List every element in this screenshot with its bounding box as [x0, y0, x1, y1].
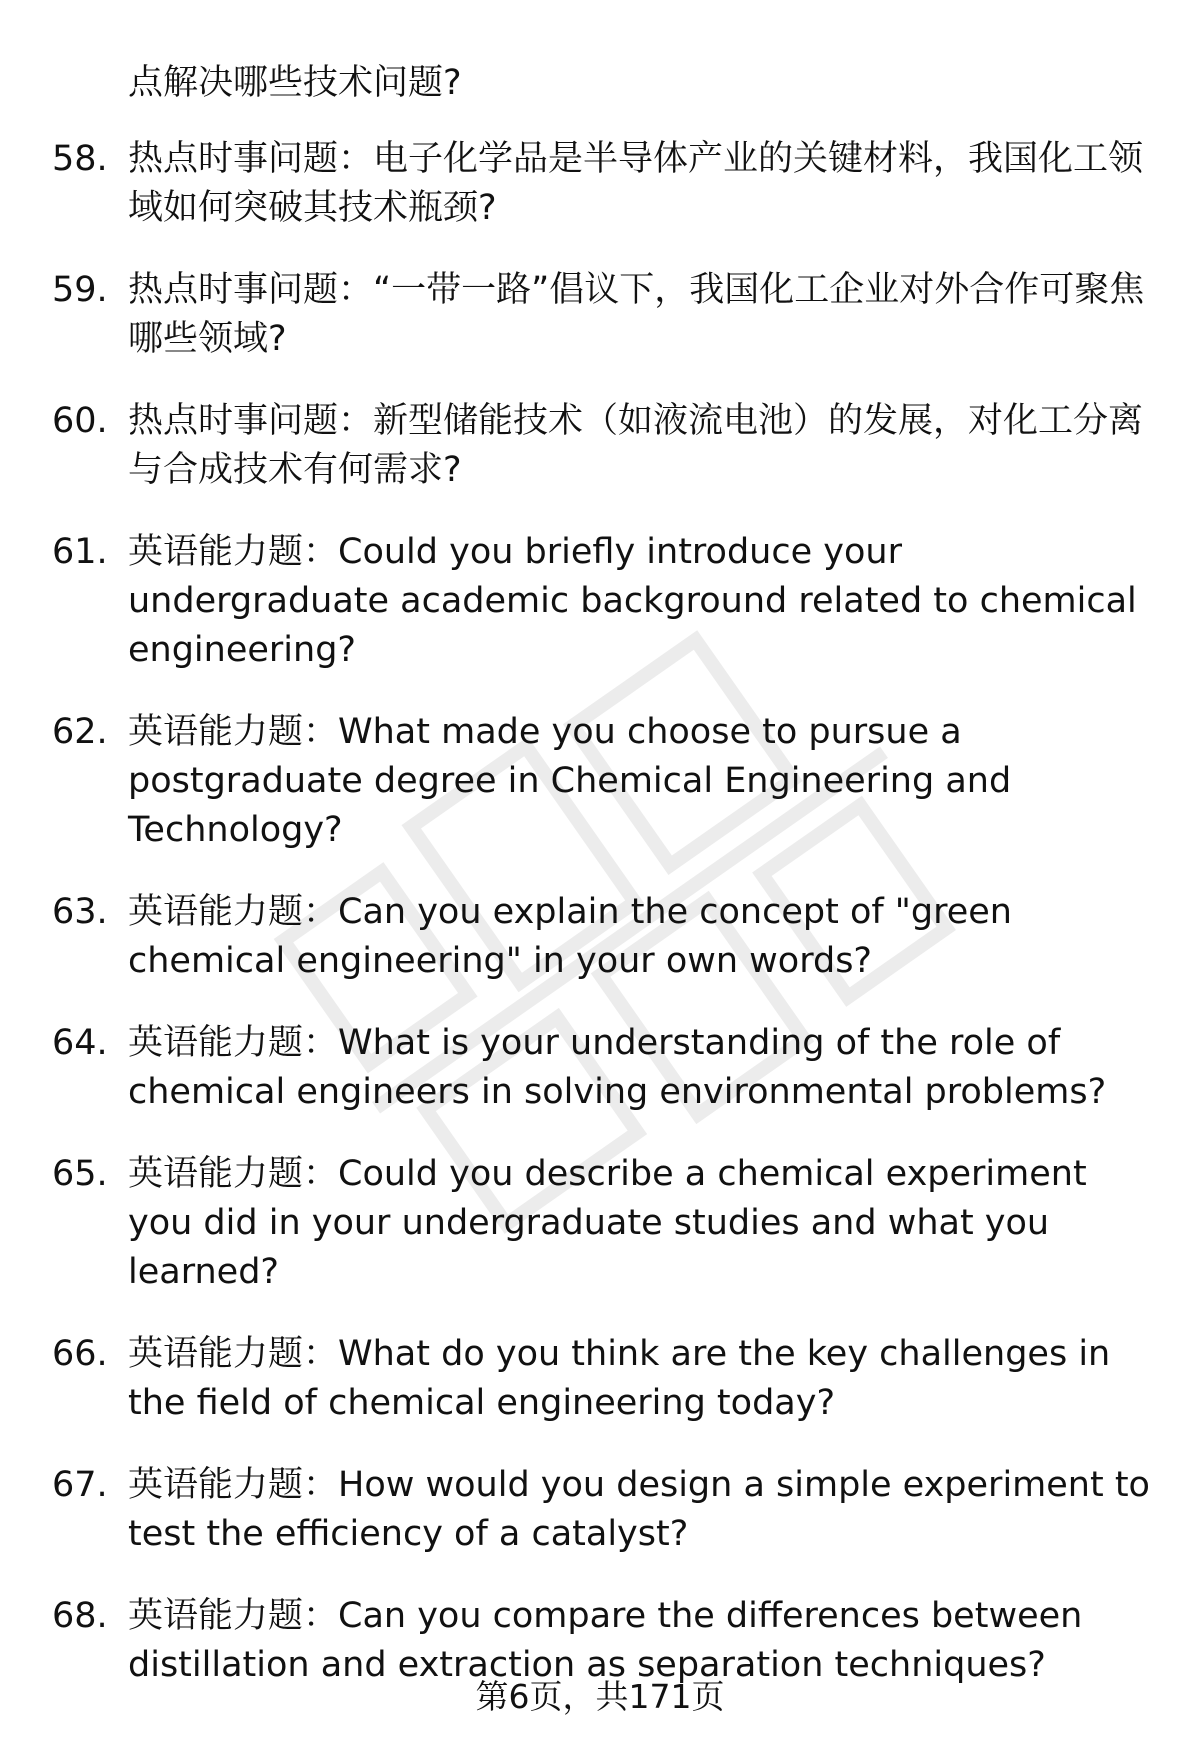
question-category: 热点时事问题： [128, 270, 374, 310]
question-number: 58. [52, 139, 108, 179]
question-text: “一带一路”倡议下，我国化工企业对外合作可聚焦哪些领域? [128, 270, 1145, 359]
list-item [0, 1019, 1200, 1117]
question-category: 英语能力题： [128, 1465, 339, 1505]
list-item [0, 528, 1200, 675]
list-item [0, 708, 1200, 855]
question-number: 60. [52, 401, 108, 441]
page-footer: 第6页，共171页 [475, 1677, 725, 1716]
question-category: 英语能力题： [128, 1154, 339, 1194]
question-text: Could you describe a chemical experiment you did in your undergraduate studies and what you learned? [128, 1154, 1087, 1292]
question-list [0, 135, 1200, 1723]
list-item [0, 888, 1200, 986]
question-text: What made you choose to pursue a postgraduate degree in Chemical Engineering and Technology? [128, 712, 1012, 850]
list-item [0, 397, 1200, 495]
question-category: 热点时事问题： [128, 139, 374, 179]
list-item [0, 1150, 1200, 1297]
question-text: 电子化学品是半导体产业的关键材料，我国化工领域如何突破其技术瓶颈? [128, 139, 1144, 228]
question-number: 65. [52, 1154, 108, 1194]
question-category: 英语能力题： [128, 532, 339, 572]
question-number: 68. [52, 1596, 108, 1636]
question-number: 67. [52, 1465, 108, 1505]
question-category: 英语能力题： [128, 1023, 339, 1063]
list-item [0, 1330, 1200, 1428]
question-category: 英语能力题： [128, 712, 339, 752]
question-text: Can you compare the differences between distillation and extraction as separation techniques? [128, 1596, 1083, 1685]
question-text: How would you design a simple experiment to test the efficiency of a catalyst? [128, 1465, 1150, 1554]
list-item [0, 135, 1200, 233]
question-text: Can you explain the concept of "green chemical engineering" in your own words? [128, 892, 1012, 981]
question-category: 英语能力题： [128, 892, 339, 932]
question-number: 62. [52, 712, 108, 752]
question-category: 英语能力题： [128, 1334, 339, 1374]
continuation-text: 点解决哪些技术问题? [128, 63, 462, 103]
question-number: 66. [52, 1334, 108, 1374]
question-text: What is your understanding of the role of chemical engineers in solving environmental problems? [128, 1023, 1107, 1112]
question-category: 热点时事问题： [128, 401, 374, 441]
list-item [0, 1461, 1200, 1559]
question-number: 64. [52, 1023, 108, 1063]
question-category: 英语能力题： [128, 1596, 339, 1636]
question-text: Could you briefly introduce your undergraduate academic background related to chemical engineering? [128, 532, 1137, 670]
question-number: 63. [52, 892, 108, 932]
question-text: What do you think are the key challenges in the field of chemical engineering today? [128, 1334, 1111, 1423]
question-number: 61. [52, 532, 108, 572]
question-number: 59. [52, 270, 108, 310]
question-text: 新型储能技术（如液流电池）的发展，对化工分离与合成技术有何需求? [128, 401, 1144, 490]
list-item [0, 266, 1200, 364]
